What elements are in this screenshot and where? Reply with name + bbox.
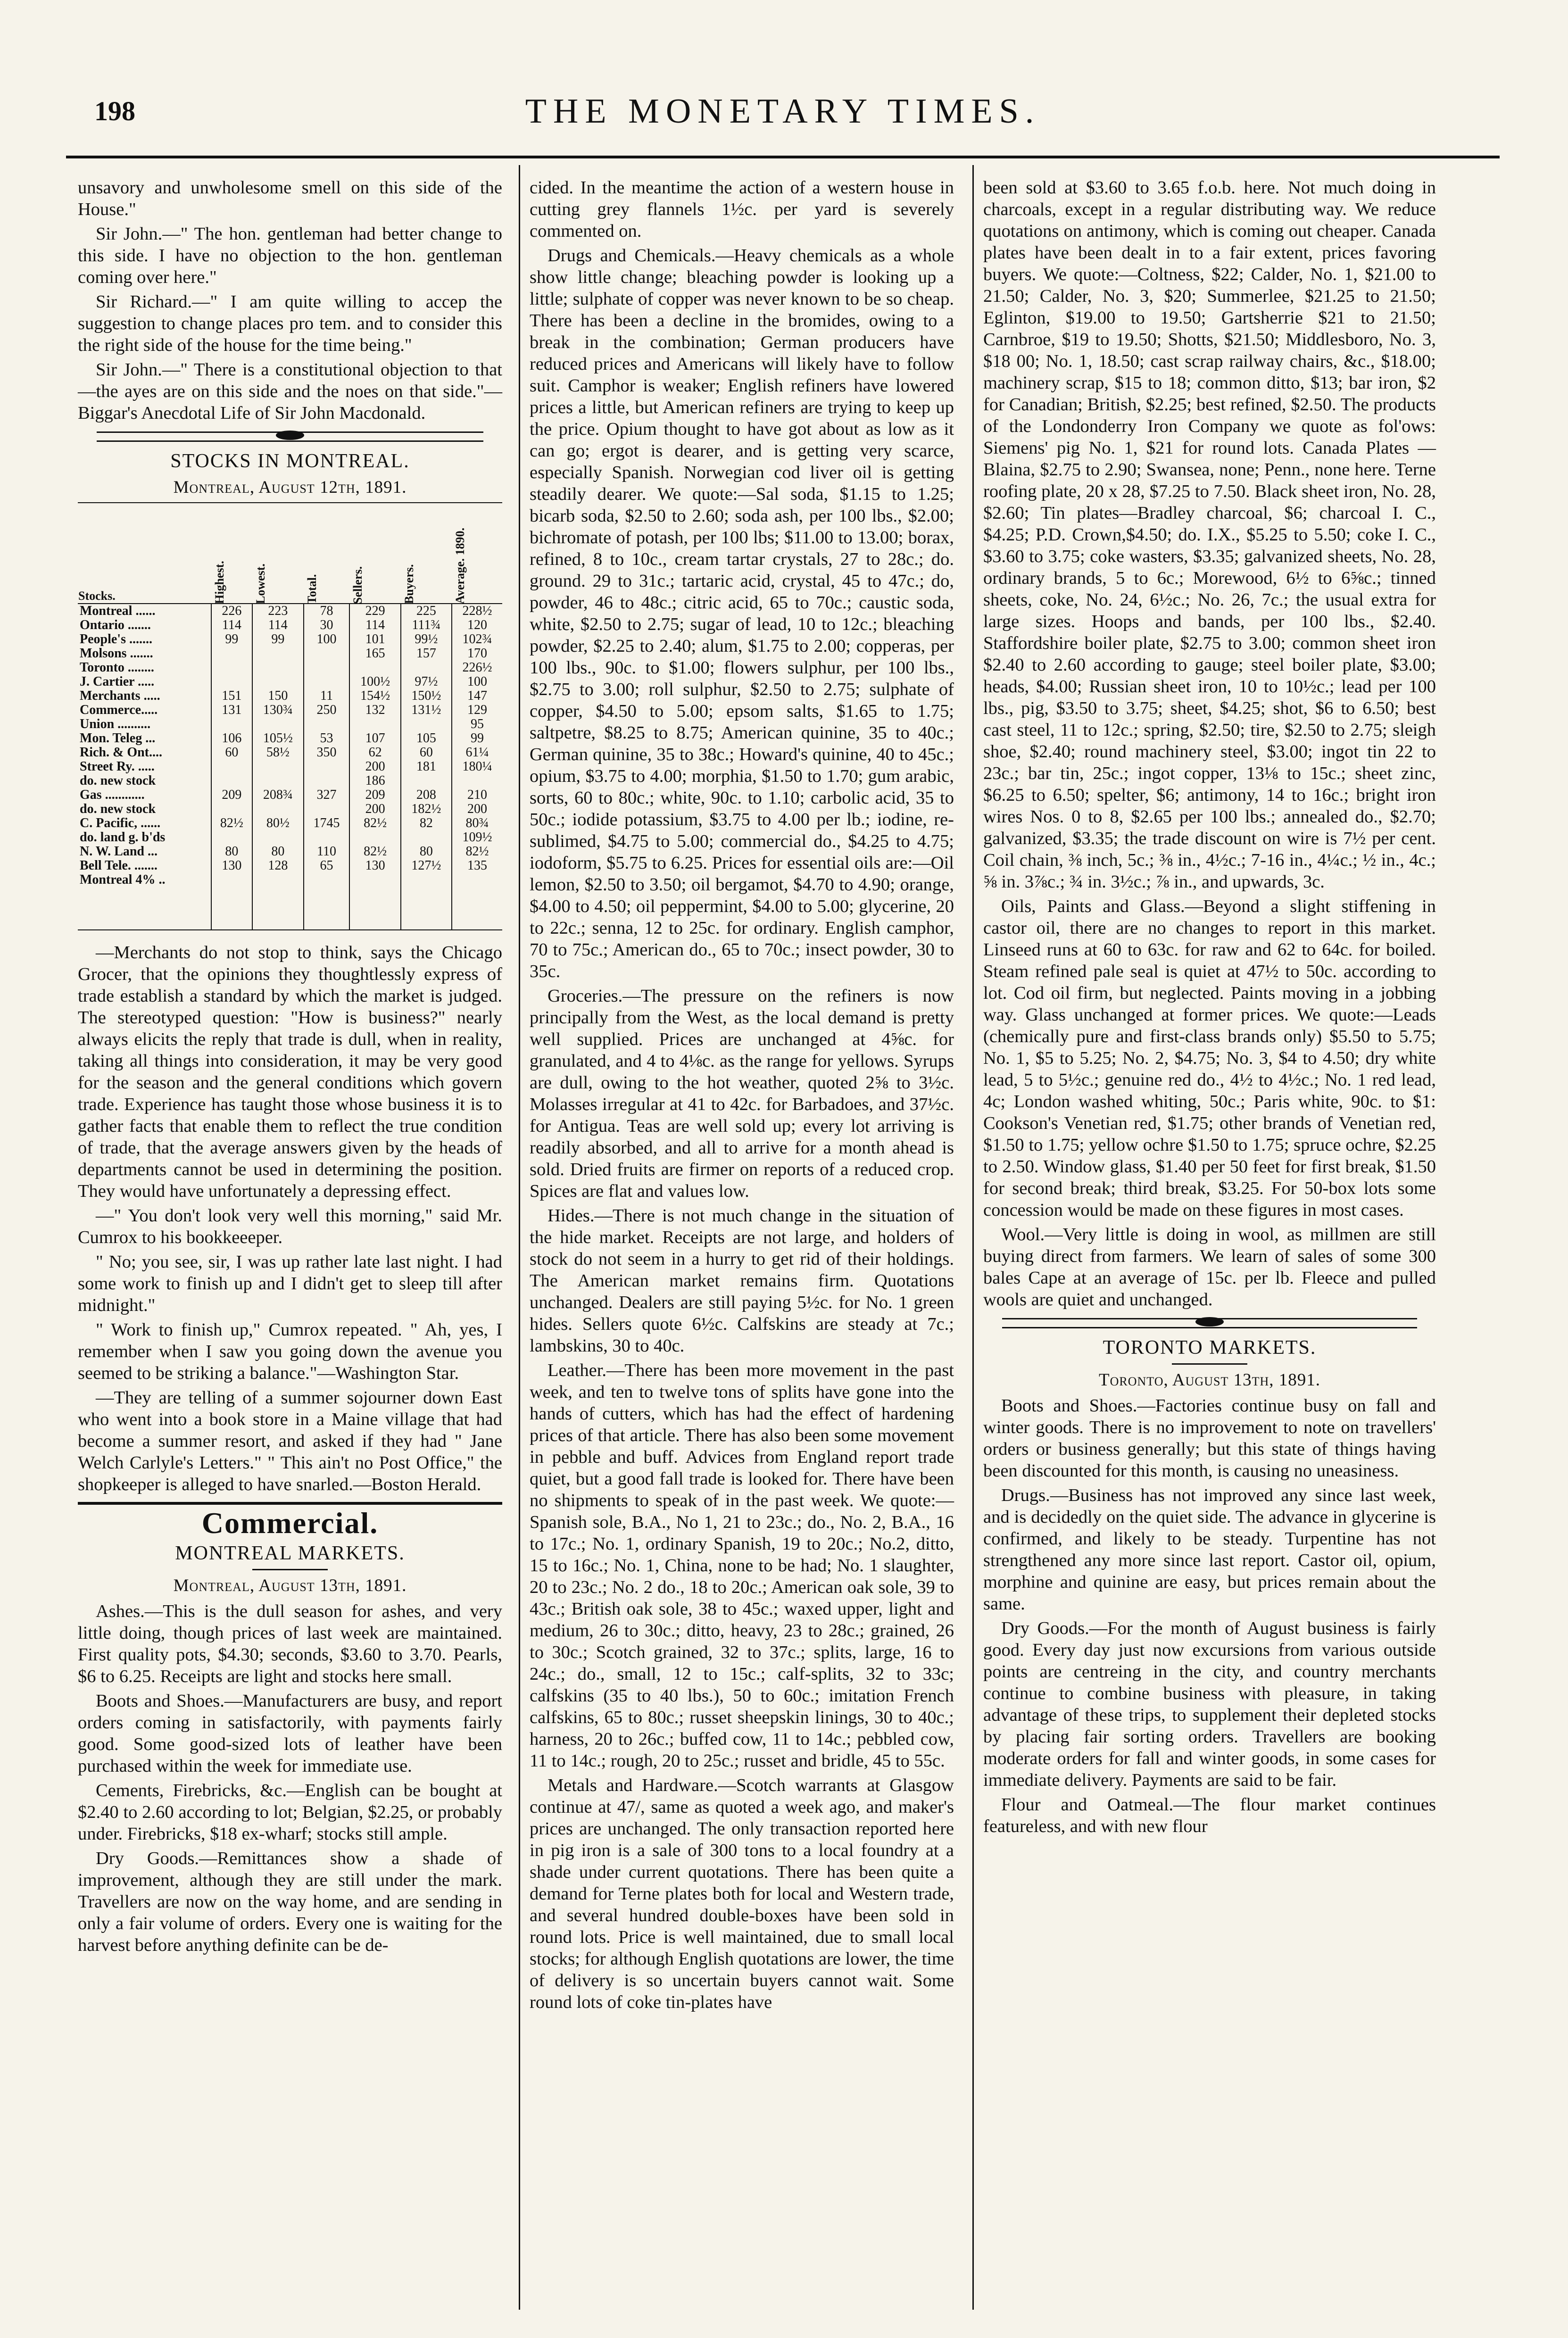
stock-value xyxy=(401,774,452,788)
stock-value: 100 xyxy=(452,675,502,689)
stock-value: 62 xyxy=(349,746,400,760)
stock-value: 82 xyxy=(401,816,452,830)
stock-value: 80 xyxy=(401,845,452,859)
stock-value: 200 xyxy=(349,802,400,816)
stock-value xyxy=(252,661,303,675)
stock-row xyxy=(78,774,502,788)
stock-value xyxy=(401,717,452,731)
stock-value: 95 xyxy=(452,717,502,731)
stock-value xyxy=(349,830,400,845)
paragraph: Ashes.—This is the dull season for ashes, and very little doing, though prices of last week are maintained. First quality pots, $4.30; seconds, $3.60 to 3.70. Pearls, $6 to 6.25. Receipts are light and stocks here small. xyxy=(78,1601,502,1686)
stock-value: 180¼ xyxy=(452,760,502,774)
stock-value: 30 xyxy=(304,618,350,632)
stock-row xyxy=(78,859,502,873)
stock-value xyxy=(252,774,303,788)
stock-name: Toronto ........ xyxy=(80,660,154,675)
paragraph: " Work to finish up," Cumrox repeated. " Ah, yes, I remember when I saw you going down the avenue you seemed to be striking a balance."—Washington Star. xyxy=(78,1320,502,1383)
stock-row xyxy=(78,717,502,731)
stock-value: 209 xyxy=(349,788,400,802)
stock-name: Commerce..... xyxy=(80,703,158,717)
header-cell: Average. 1890. xyxy=(452,503,502,604)
stocks-table xyxy=(78,502,502,930)
stock-value: 226 xyxy=(211,604,253,618)
stock-name: C. Pacific, ...... xyxy=(80,816,161,830)
stock-value: 229 xyxy=(349,604,400,618)
stock-value xyxy=(349,661,400,675)
masthead xyxy=(66,85,1500,151)
stock-value: 60 xyxy=(401,746,452,760)
stock-name: Montreal 4% .. xyxy=(80,872,166,887)
paragraph: Boots and Shoes.—Factories continue busy on fall and winter goods. There is no improvement to note on travellers' orders or business generally; but this state of things having been discounted for this month, is causing no uneasiness. xyxy=(983,1396,1436,1481)
toronto-dateline: Toronto, August 13th, 1891. xyxy=(1099,1370,1320,1390)
stock-value: 209 xyxy=(211,788,253,802)
paragraph: —Merchants do not stop to think, says the Chicago Grocer, that the opinions they thoughtlessly express of trade establish a standard by which the market is judged. The stereotyped question: "How is business?" nearly always elicits the reply that trade is dull, when in reality, taking all things into consideration, it may be very good for the season and the general conditions which govern trade. Experience has taught those whose business it is to gather facts that enable them to reflect the true condition of trade, that the average answers given by the heads of departments cannot be used in determining the position. They would have unfortunately a depressing effect. xyxy=(78,943,502,1201)
stock-row xyxy=(78,746,502,760)
column-2 xyxy=(530,177,954,2016)
stock-value xyxy=(401,830,452,845)
stock-value: 130 xyxy=(349,859,400,873)
header-cell: Stocks. xyxy=(78,503,211,604)
stock-value: 82½ xyxy=(349,845,400,859)
stock-row xyxy=(78,661,502,675)
stock-value: 99½ xyxy=(401,632,452,647)
stock-value: 350 xyxy=(304,746,350,760)
stock-value: 82½ xyxy=(349,816,400,830)
paragraph: Sir John.—" The hon. gentleman had better change to this side. I have no objection to the hon. gentleman coming over here." xyxy=(78,224,502,287)
stock-value: 132 xyxy=(349,703,400,717)
short-rule xyxy=(1172,1363,1247,1365)
paragraph: Flour and Oatmeal.—The flour market continues featureless, and with new flour xyxy=(983,1795,1436,1836)
stock-name: Union .......... xyxy=(80,717,151,731)
stock-value: 60 xyxy=(211,746,253,760)
paragraph: Drugs and Chemicals.—Heavy chemicals as a whole show little change; bleaching powder is looking up a little; sulphate of copper was never known to be so cheap. There has been a decline in the bromides, owing to a break in the combination; German producers have reduced prices and Americans will likely have to follow suit. Camphor is weaker; English refiners have lowered prices a little, but American refiners are trying to keep up the price. Opium thought to have got about as low as it can go; ergot is dearer, and is getting very scarce, especially Spanish. Norwegian cod liver oil is getting steadily dearer. We quote:—Sal soda, $1.15 to 1.25; bicarb soda, $2.50 to 2.60; soda ash, per 100 lbs., $2.00; bichromate of potash, per 100 lbs; $11.00 to 13.00; borax, refined, 8 to 10c., cream tartar crystals, 27 to 28c.; do. ground. 29 to 31c.; tartaric acid, crystal, 45 to 47c.; do, powder, 46 to 48c.; citric acid, 65 to 70c.; caustic soda, white, $2.50 to 2.75; sugar of lead, 10 to 12c.; bleaching powder, $2.25 to 2.40; alum, $1.75 to 2.00; copperas, per 100 lbs., 90c. to $1.00; flowers sulphur, per 100 lbs., $2.75 to 3.00; roll sulphur, $2.50 to 2.75; sulphate of copper, $4.50 to 5.00; epsom salts, $1.65 to 1.75; saltpetre, $8.25 to 8.75; American quinine, 35 to 40c.; German quinine, 35 to 38c.; Howard's quinine, 40 to 45c.; opium, $3.75 to 4.00; morphia, $1.50 to 1.70; gum arabic, sorts, 60 to 80c.; white, 90c. to 1.10; carbolic acid, 35 to 50c.; iodide potassium, $3.75 to 4.00 per lb.; iodine, re-sublimed, $4.75 to 5.00; commercial do., $4.25 to 4.75; iodoform, $5.75 to 6.25. Prices for essential oils are:—Oil lemon, $2.50 to 3.50; oil bergamot, $4.70 to 4.90; orange, $4.00 to 4.50; oil peppermint, $4.00 to 5.00; glycerine, 20 to 22c.; senna, 12 to 25c. for ordinary. English camphor, 70 to 75c.; American do., 65 to 70c.; insect powder, 30 to 35c. xyxy=(530,246,954,981)
header-cell: Total. xyxy=(304,503,350,604)
stock-value: 130¾ xyxy=(252,703,303,717)
column-3 xyxy=(983,177,1436,1840)
stock-row xyxy=(78,802,502,816)
stock-row xyxy=(78,703,502,717)
stock-value xyxy=(211,661,253,675)
column-divider-2 xyxy=(972,165,974,2310)
stock-row xyxy=(78,618,502,632)
stock-row xyxy=(78,760,502,774)
paragraph: Wool.—Very little is doing in wool, as millmen are still buying direct from farmers. We learn of sales of some 300 bales Cape at an average of 15c. per lb. Fleece and pulled wools are quiet and unchanged. xyxy=(983,1225,1436,1310)
stock-value: 97½ xyxy=(401,675,452,689)
stock-name: Bell Tele. ....... xyxy=(80,858,158,873)
column-divider-1 xyxy=(519,165,520,2310)
stock-value: 150½ xyxy=(401,689,452,703)
stock-value: 114 xyxy=(252,618,303,632)
stock-value: 82½ xyxy=(452,845,502,859)
stock-value: 208¾ xyxy=(252,788,303,802)
stock-row xyxy=(78,647,502,661)
stock-value: 150 xyxy=(252,689,303,703)
table-footer-space xyxy=(78,887,502,930)
stock-value xyxy=(252,873,303,887)
stocks-dateline: Montreal, August 12th, 1891. xyxy=(173,478,407,497)
stock-value: 165 xyxy=(349,647,400,661)
stock-value xyxy=(304,873,350,887)
stock-value: 135 xyxy=(452,859,502,873)
stock-value xyxy=(252,717,303,731)
stock-row xyxy=(78,845,502,859)
stock-value xyxy=(211,774,253,788)
stock-value: 80 xyxy=(211,845,253,859)
stock-name: Molsons ....... xyxy=(80,646,153,661)
stock-value: 157 xyxy=(401,647,452,661)
stock-name: Ontario ....... xyxy=(80,618,151,632)
stock-value xyxy=(211,830,253,845)
stock-value: 128 xyxy=(252,859,303,873)
stock-value: 65 xyxy=(304,859,350,873)
stock-value xyxy=(252,760,303,774)
stock-value: 131½ xyxy=(401,703,452,717)
stock-name: Street Ry. ..... xyxy=(80,759,155,774)
paragraph: Drugs.—Business has not improved any since last week, and is decidedly on the quiet side. The advance in glycerine is confirmed, and likely to be steady. Turpentine has not strengthened any more since last report. Castor oil, opium, morphine and quinine are easy, but prices remain about the same. xyxy=(983,1485,1436,1614)
stock-value: 114 xyxy=(349,618,400,632)
stock-value: 61¼ xyxy=(452,746,502,760)
newspaper-title: THE MONETARY TIMES. xyxy=(525,92,1041,131)
header-cell: Lowest. xyxy=(252,503,303,604)
stock-value: 114 xyxy=(211,618,253,632)
stock-value: 106 xyxy=(211,731,253,746)
toronto-markets-title: TORONTO MARKETS. xyxy=(1103,1337,1317,1359)
stock-value: 78 xyxy=(304,604,350,618)
paragraph: —They are telling of a summer sojourner down East who went into a book store in a Maine village that had become a summer resort, and asked if they had " Jane Welch Carlyle's Letters." " This ain't no Post Office," the shopkeeper is alleged to have snarled.—Boston Herald. xyxy=(78,1388,502,1494)
paragraph: Boots and Shoes.—Manufacturers are busy, and report orders coming in satisfactorily, with payments fairly good. Some good-sized lots of leather have been purchased within the week for immediate use. xyxy=(78,1691,502,1776)
stock-row xyxy=(78,873,502,887)
stock-value: 225 xyxy=(401,604,452,618)
stock-value xyxy=(452,774,502,788)
montreal-dateline: Montreal, August 13th, 1891. xyxy=(173,1576,407,1595)
stock-value xyxy=(211,717,253,731)
stock-value: 223 xyxy=(252,604,303,618)
stock-value: 105½ xyxy=(252,731,303,746)
paragraph: Metals and Hardware.—Scotch warrants at Glasgow continue at 47/, same as quoted a week ago, and maker's prices are unchanged. The only transaction reported here in pig iron is a sale of 300 tons to a local foundry at a shade under current quotations. There has been quite a demand for Terne plates both for local and Western trade, and several hundred double-boxes have been sold in round lots. Price is well maintained, due to small local stocks; for although English quotations are lower, the time of delivery is so uncertain buyers cannot wait. Some round lots of coke tin-plates have xyxy=(530,1775,954,2012)
commercial-heading: Commercial. xyxy=(201,1506,379,1540)
stock-value: 181 xyxy=(401,760,452,774)
stock-row xyxy=(78,632,502,647)
stocks-title: STOCKS IN MONTREAL. xyxy=(170,450,410,472)
stock-value xyxy=(252,802,303,816)
header-cell: Sellers. xyxy=(349,503,400,604)
stock-value xyxy=(211,675,253,689)
paragraph: Sir John.—" There is a constitutional objection to that—the ayes are on this side and the noes on that side."—Biggar's Anecdotal Life of Sir John Macdonald. xyxy=(78,360,502,423)
stock-value: 53 xyxy=(304,731,350,746)
section-rule xyxy=(78,1502,502,1505)
paragraph: Cements, Firebricks, &c.—English can be bought at $2.40 to 2.60 according to lot; Belgian, $2.25, or probably under. Firebricks, $18 ex-wharf; stocks still ample. xyxy=(78,1781,502,1844)
paragraph: Groceries.—The pressure on the refiners is now principally from the West, as the local demand is pretty well supplied. Prices are unchanged at 4⅝c. for granulated, and 4 to 4⅛c. as the range for yellows. Syrups are dull, owing to the hot weather, quoted 2⅝ to 3½c. Molasses irregular at 41 to 42c. for Barbadoes, and 37½c. for Antigua. Teas are well sold up; every lot arriving is readily absorbed, and all to arrive for a month ahead is sold. Dried fruits are firmer on reports of a reduced crop. Spices are flat and values low. xyxy=(530,986,954,1201)
stock-value: 131 xyxy=(211,703,253,717)
stock-value xyxy=(211,647,253,661)
stock-name: do. new stock xyxy=(80,773,156,788)
page-number: 198 xyxy=(94,96,135,126)
stock-value xyxy=(211,760,253,774)
stock-value xyxy=(304,802,350,816)
stock-value: 147 xyxy=(452,689,502,703)
stock-row xyxy=(78,604,502,618)
stock-value: 109½ xyxy=(452,830,502,845)
stock-value: 1745 xyxy=(304,816,350,830)
stock-name: Mon. Teleg ... xyxy=(80,731,156,746)
stock-value: 58½ xyxy=(252,746,303,760)
stock-value: 80¾ xyxy=(452,816,502,830)
paragraph: Dry Goods.—For the month of August business is fairly good. Every day just now excursions from various outside points are centreing in the city, and country merchants continue to combine business with pleasure, in taking advantage of these trips, to supplement their depleted stocks by placing fair sorting orders. Travellers are booking moderate orders for fall and winter goods, in some cases for immediate delivery. Payments are said to be fair. xyxy=(983,1618,1436,1790)
stock-name: Montreal ...... xyxy=(80,604,156,618)
stock-name: People's ....... xyxy=(80,632,152,647)
montreal-markets-title: MONTREAL MARKETS. xyxy=(175,1542,405,1564)
stock-value xyxy=(211,802,253,816)
stock-value xyxy=(401,873,452,887)
stock-value xyxy=(304,774,350,788)
stock-value: 11 xyxy=(304,689,350,703)
stocks-table-body xyxy=(78,604,502,930)
stock-value xyxy=(304,830,350,845)
stock-value xyxy=(304,647,350,661)
stock-value xyxy=(252,647,303,661)
paragraph: cided. In the meantime the action of a western house in cutting grey flannels 1½c. per yard is severely commented on. xyxy=(530,178,954,241)
header-rule xyxy=(66,156,1500,158)
stock-value xyxy=(304,760,350,774)
stock-row xyxy=(78,788,502,802)
paragraph: Dry Goods.—Remittances show a shade of improvement, although they are still under the mark. Travellers are now on the way home, and are sending in only a fair volume of orders. Every one is waiting for the harvest before anything definite can be de- xyxy=(78,1849,502,1955)
stock-value: 100½ xyxy=(349,675,400,689)
paragraph: unsavory and unwholesome smell on this side of the House." xyxy=(78,178,502,219)
stock-value xyxy=(252,830,303,845)
section-divider xyxy=(1002,1318,1417,1328)
stock-value: 129 xyxy=(452,703,502,717)
stock-value: 100 xyxy=(304,632,350,647)
stock-value: 99 xyxy=(452,731,502,746)
stock-value: 200 xyxy=(452,802,502,816)
stock-value: 250 xyxy=(304,703,350,717)
stock-name: do. new stock xyxy=(80,802,156,816)
stock-name: N. W. Land ... xyxy=(80,844,158,859)
stock-value xyxy=(452,873,502,887)
header-cell: Buyers. xyxy=(401,503,452,604)
stock-value: 82½ xyxy=(211,816,253,830)
stocks-header-row xyxy=(78,503,502,604)
header-cell: Highest. xyxy=(211,503,253,604)
stock-name: J. Cartier ..... xyxy=(80,674,155,689)
short-rule xyxy=(252,1569,328,1570)
stock-name: Gas ............ xyxy=(80,788,145,802)
stock-value: 154½ xyxy=(349,689,400,703)
stock-value: 327 xyxy=(304,788,350,802)
stock-value xyxy=(349,873,400,887)
stock-value xyxy=(211,873,253,887)
stock-value xyxy=(252,675,303,689)
stock-name: Merchants ..... xyxy=(80,688,160,703)
stock-value: 99 xyxy=(211,632,253,647)
section-divider xyxy=(97,431,483,442)
stock-value: 80½ xyxy=(252,816,303,830)
paragraph: Sir Richard.—" I am quite willing to accep the suggestion to change places pro tem. and to consider this the right side of the house for the time being." xyxy=(78,292,502,355)
column-1 xyxy=(78,177,502,1959)
paragraph: " No; you see, sir, I was up rather late last night. I had some work to finish up and I didn't get to sleep till after midnight." xyxy=(78,1252,502,1315)
stock-value: 228½ xyxy=(452,604,502,618)
stock-value xyxy=(304,675,350,689)
stock-value: 80 xyxy=(252,845,303,859)
paragraph: —" You don't look very well this morning," said Mr. Cumrox to his bookkeeeper. xyxy=(78,1206,502,1247)
stock-value: 208 xyxy=(401,788,452,802)
paragraph: been sold at $3.60 to 3.65 f.o.b. here. Not much doing in charcoals, except in a regular distributing way. We reduce quotations on antimony, which is coming out cheaper. Canada plates have been dealt in to a fair extent, prices favoring buyers. We quote:—Coltness, $22; Calder, No. 1, $21.00 to 21.50; Calder, No. 3, $20; Summerlee, $21.25 to 21.50; Eglinton, $19.00 to 19.50; Gartsherrie $21 to 21.50; Carnbroe, $19 to 19.50; Shotts, $21.50; Middlesboro, No. 3, $18 00; No. 1, 18.50; cast scrap railway chairs, &c., $18.00; machinery scrap, $15 to 18; common ditto, $13; bar iron, $2 for Canadian; British, $2.25; best refined, $2.50. The products of the Londonderry Iron Company we quote as fol'ows: Siemens' pig No. 1, $21 for round lots. Canada Plates — Blaina, $2.75 to 2.90; Swansea, none; Penn., none here. Terne roofing plate, 20 x 28, $7.25 to 7.50. Black sheet iron, No. 28, $2.60; Tin plates—Bradley charcoal, $6; charcoal I. C., $4.25; P.D. Crown,$4.50; do. I.X., $5.25 to 5.50; coke I. C., $3.60 to 3.75; coke wasters, $3.35; galvanized sheets, No. 28, ordinary brands, 5 to 6c.; Morewood, 6½ to 6⅝c.; tinned sheets, coke, No. 24, 6½c.; No. 26, 7c.; the usual extra for large sizes. Hoops and bands, per 100 lbs., $2.40. Staffordshire boiler plate, $2.75 to 3.00; common sheet iron $2.40 to 2.60 according to gauge; steel boiler plate, $3.00; heads, $4.00; Russian sheet iron, 10 to 10½c.; lead per 100 lbs., pig, $3.50 to 3.75; sheet, $4.25; shot, $6 to 6.50; best cast steel, 11 to 12c.; spring, $2.50; tire, $2.50 to 2.75; sleigh shoe, $2.40; round machinery steel, $3.00; ingot tin 22 to 23c.; bar tin, 25c.; ingot copper, 13⅛ to 15c.; sheet zinc, $6.25 to 6.50; spelter, $6; antimony, 14 to 16c.; bright iron wires Nos. 0 to 8, $2.65 per 100 lbs.; annealed do., $2.70; galvanized, $3.35; the trade discount on wire is 7½ per cent. Coil chain, ⅜ inch, 5c.; ⅜ in., 4½c.; 7-16 in., 4¼c.; ½ in., 4c.; ⅝ in. 3⅞c.; ¾ in. 3½c.; ⅞ in., and upwards, 3c. xyxy=(983,178,1436,892)
stock-value: 182½ xyxy=(401,802,452,816)
stock-name: do. land g. b'ds xyxy=(80,830,166,845)
paragraph: Hides.—There is not much change in the situation of the hide market. Receipts are not large, and holders of stock do not seem in a hurry to get rid of their holdings. The American market remains firm. Quotations unchanged. Dealers are still paying 5½c. for No. 1 green hides. Sellers quote 6½c. Calfskins are steady at 7c.; lambskins, 30 to 40c. xyxy=(530,1206,954,1356)
stock-value: 105 xyxy=(401,731,452,746)
stock-name: Rich. & Ont.... xyxy=(80,745,162,760)
stock-value: 102¾ xyxy=(452,632,502,647)
stock-value: 107 xyxy=(349,731,400,746)
stock-value: 170 xyxy=(452,647,502,661)
stock-row xyxy=(78,830,502,845)
stock-value: 101 xyxy=(349,632,400,647)
stock-value: 226½ xyxy=(452,661,502,675)
stock-value: 210 xyxy=(452,788,502,802)
stock-value: 151 xyxy=(211,689,253,703)
stock-value: 130 xyxy=(211,859,253,873)
stock-value: 127½ xyxy=(401,859,452,873)
stock-row xyxy=(78,675,502,689)
stock-value: 186 xyxy=(349,774,400,788)
stock-value xyxy=(401,661,452,675)
stock-value xyxy=(304,717,350,731)
paragraph: Leather.—There has been more movement in the past week, and ten to twelve tons of splits have gone into the hands of cutters, which has had the effect of hardening prices of that article. There has also been some movement in pebble and buff. Advices from England report trade quiet, but a good fall trade is looked for. There have been no shipments to speak of in the past week. We quote:—Spanish sole, B.A., No 1, 21 to 23c.; do., No. 2, B.A., 16 to 17c.; No. 1, ordinary Spanish, 19 to 20c.; No.2, ditto, 15 to 16c.; No. 1, China, none to be had; No. 1 slaughter, 20 to 23c.; No. 2 do., 18 to 20c.; American oak sole, 39 to 43c.; British oak sole, 38 to 45c.; waxed upper, light and medium, 26 to 30c.; ditto, heavy, 23 to 28c.; grained, 26 to 30c.; Scotch grained, 32 to 37c.; splits, large, 16 to 24c.; do., small, 12 to 15c.; calf-splits, 32 to 33c; calfskins (35 to 40 lbs.), 50 to 60c.; imitation French calfskins, 65 to 80c.; russet sheepskin linings, 30 to 40c.; harness, 20 to 26c.; buffed cow, 11 to 14c.; pebbled cow, 11 to 14c.; rough, 20 to 25c.; russet and bridle, 45 to 55c. xyxy=(530,1360,954,1771)
stock-value: 111¾ xyxy=(401,618,452,632)
stock-value: 120 xyxy=(452,618,502,632)
stock-value: 99 xyxy=(252,632,303,647)
stock-value: 200 xyxy=(349,760,400,774)
stock-row xyxy=(78,731,502,746)
stock-value xyxy=(304,661,350,675)
stock-value: 110 xyxy=(304,845,350,859)
stock-row xyxy=(78,816,502,830)
stock-value xyxy=(349,717,400,731)
stock-row xyxy=(78,689,502,703)
paragraph: Oils, Paints and Glass.—Beyond a slight stiffening in castor oil, there are no changes to report in this market. Linseed runs at 60 to 63c. for raw and 62 to 64c. for boiled. Steam refined pale seal is quiet at 47½ to 50c. according to lot. Cod oil firm, but neglected. Paints moving in a jobbing way. Glass unchanged at former prices. We quote:—Leads (chemically pure and first-class brands only) $5.50 to 5.75; No. 1, $5 to 5.25; No. 2, $4.75; No. 3, $4 to 4.50; dry white lead, 5 to 5½c.; genuine red do., 4½ to 4½c.; No. 1 red lead, 4c; London washed whiting, 50c.; Paris white, 90c. to $1: Cookson's Venetian red, $1.75; other brands of Venetian red, $1.50 to 1.75; yellow ochre $1.50 to 1.75; spruce ochre, $2.25 to 2.50. Window glass, $1.40 per 50 feet for first break, $1.50 for second break; third break, $3.25. For 50-box lots some concession would be made on these figures in most cases. xyxy=(983,896,1436,1220)
